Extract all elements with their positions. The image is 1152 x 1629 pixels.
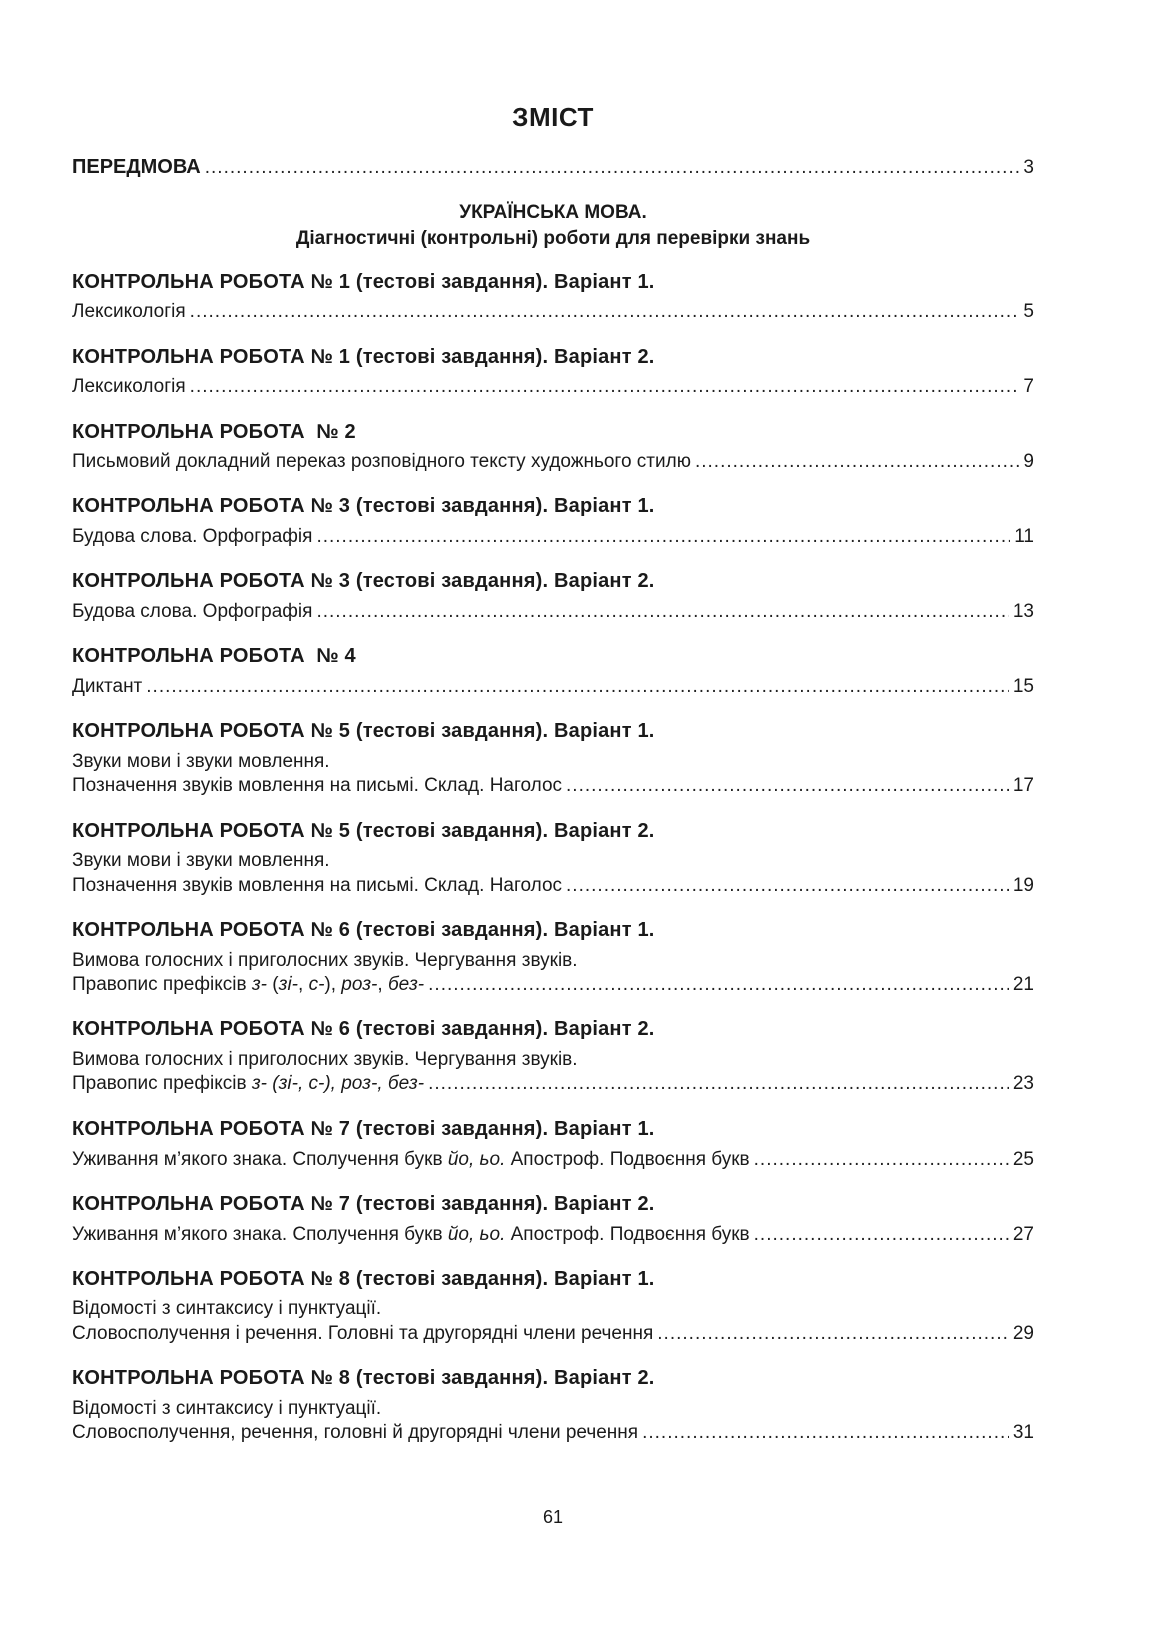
dot-leader	[566, 873, 1009, 899]
dot-leader	[146, 674, 1009, 700]
page-title: ЗМІСТ	[512, 102, 594, 132]
toc-page-number: 29	[1012, 1323, 1034, 1344]
toc-entry[interactable]	[72, 299, 1034, 325]
toc-entry-label	[72, 1071, 424, 1097]
label-text: Апостроф. Подвоєння букв	[505, 1224, 750, 1245]
toc-entry[interactable]	[72, 1420, 1034, 1446]
toc-heading: КОНТРОЛЬНА РОБОТА № 1 (тестові завдання). Варіант 2.	[72, 346, 655, 368]
toc-page-number: 9	[1023, 451, 1034, 472]
dot-leader	[657, 1321, 1009, 1347]
toc-entry-label: ПЕРЕДМОВА	[72, 156, 201, 178]
toc-entry[interactable]	[72, 449, 1034, 475]
toc-heading: КОНТРОЛЬНА РОБОТА № 3 (тестові завдання). Варіант 2.	[72, 570, 655, 592]
toc-heading: КОНТРОЛЬНА РОБОТА № 7 (тестові завдання). Варіант 1.	[72, 1118, 655, 1140]
label-italic: без-	[387, 974, 425, 995]
toc-page-number: 27	[1012, 1224, 1034, 1245]
label-text: Правопис префіксів	[72, 1073, 252, 1094]
toc-page-number: 3	[1023, 157, 1034, 178]
dot-leader	[316, 599, 1008, 625]
toc-entry-label	[72, 1147, 750, 1173]
toc-page-number: 23	[1012, 1073, 1034, 1094]
toc-entry-preline: Звуки мови і звуки мовлення.	[72, 850, 330, 871]
toc-heading: КОНТРОЛЬНА РОБОТА № 8 (тестові завдання). Варіант 2.	[72, 1367, 655, 1389]
toc-entry[interactable]	[72, 374, 1034, 400]
toc-heading: КОНТРОЛЬНА РОБОТА № 7 (тестові завдання). Варіант 2.	[72, 1193, 655, 1215]
toc-entry-label: Диктант	[72, 676, 143, 697]
toc-entry-preline: Відомості з синтаксису і пунктуації.	[72, 1298, 382, 1319]
toc-entry-label: Позначення звуків мовлення на письмі. Склад. Наголос	[72, 875, 563, 896]
toc-heading: КОНТРОЛЬНА РОБОТА № 3 (тестові завдання). Варіант 1.	[72, 495, 655, 517]
label-italic: з-	[251, 974, 267, 995]
toc-page-number: 13	[1012, 601, 1034, 622]
section-subtitle: Діагностичні (контрольні) роботи для перевірки знань	[295, 228, 811, 249]
dot-leader	[695, 449, 1019, 475]
label-italic: йо, ьо.	[447, 1149, 506, 1170]
toc-page-number: 11	[1014, 526, 1034, 547]
label-text: Правопис префіксів	[72, 974, 252, 995]
toc-entry-preface[interactable]	[72, 154, 1034, 180]
toc-entry-preline: Відомості з синтаксису і пунктуації.	[72, 1398, 382, 1419]
toc-heading: КОНТРОЛЬНА РОБОТА № 4	[72, 645, 356, 667]
toc-entry[interactable]	[72, 873, 1034, 899]
label-text: Уживання м’якого знака. Сполучення букв	[72, 1149, 448, 1170]
toc-heading: КОНТРОЛЬНА РОБОТА № 2	[72, 421, 356, 443]
toc-entry-label	[72, 972, 424, 998]
toc-entry-label: Словосполучення і речення. Головні та другорядні члени речення	[72, 1323, 654, 1344]
toc-entry[interactable]	[72, 1321, 1034, 1347]
label-italic: зі-	[278, 974, 298, 995]
dot-leader	[428, 1071, 1009, 1097]
label-text: ,	[377, 974, 388, 995]
toc-entry-preline: Вимова голосних і приголосних звуків. Чергування звуків.	[72, 1049, 578, 1070]
toc-entry-label: Словосполучення, речення, головні й другорядні члени речення	[72, 1422, 639, 1443]
toc-heading: КОНТРОЛЬНА РОБОТА № 5 (тестові завдання). Варіант 1.	[72, 720, 655, 742]
label-text: ,	[298, 974, 309, 995]
label-text: Уживання м’якого знака. Сполучення букв	[72, 1224, 448, 1245]
toc-entry-label: Письмовий докладний переказ розповідного тексту художнього стилю	[72, 451, 691, 472]
label-italic: йо, ьо.	[447, 1224, 506, 1245]
dot-leader	[754, 1222, 1009, 1248]
dot-leader	[190, 374, 1020, 400]
label-text: ),	[324, 974, 342, 995]
toc-entry-label: Позначення звуків мовлення на письмі. Склад. Наголос	[72, 775, 563, 796]
toc-entry-label: Будова слова. Орфографія	[72, 601, 313, 622]
toc-page-number: 5	[1023, 301, 1034, 322]
toc-page-number: 7	[1023, 376, 1034, 397]
toc-entry[interactable]	[72, 599, 1034, 625]
toc-entry[interactable]	[72, 1222, 1034, 1248]
toc-entry[interactable]	[72, 1071, 1034, 1097]
label-text: Апостроф. Подвоєння букв	[505, 1149, 750, 1170]
toc-entry[interactable]	[72, 1147, 1034, 1173]
toc-entry-preline: Вимова голосних і приголосних звуків. Чергування звуків.	[72, 950, 578, 971]
label-text: (	[267, 974, 279, 995]
toc-page-number: 15	[1012, 676, 1034, 697]
dot-leader	[190, 299, 1020, 325]
toc-entry[interactable]	[72, 524, 1034, 550]
dot-leader	[205, 155, 1020, 181]
toc-heading: КОНТРОЛЬНА РОБОТА № 1 (тестові завдання). Варіант 1.	[72, 271, 655, 293]
toc-entry[interactable]	[72, 674, 1034, 700]
toc-heading: КОНТРОЛЬНА РОБОТА № 5 (тестові завдання). Варіант 2.	[72, 820, 655, 842]
toc-heading: КОНТРОЛЬНА РОБОТА № 6 (тестові завдання). Варіант 2.	[72, 1018, 655, 1040]
label-italic: з- (зі-, с-), роз-, без-	[251, 1073, 425, 1094]
toc-page-number: 31	[1012, 1422, 1034, 1443]
toc-page-number: 21	[1012, 974, 1034, 995]
toc-entry-label: Лексикологія	[72, 301, 186, 322]
toc-entry-label: Будова слова. Орфографія	[72, 526, 313, 547]
section-title: УКРАЇНСЬКА МОВА.	[459, 202, 647, 223]
toc-entry[interactable]	[72, 773, 1034, 799]
dot-leader	[642, 1420, 1009, 1446]
dot-leader	[566, 773, 1009, 799]
dot-leader	[428, 972, 1009, 998]
toc-heading: КОНТРОЛЬНА РОБОТА № 8 (тестові завдання). Варіант 1.	[72, 1268, 655, 1290]
toc-entry-label: Лексикологія	[72, 376, 186, 397]
dot-leader	[316, 524, 1010, 550]
toc-entry[interactable]	[72, 972, 1034, 998]
label-italic: с-	[308, 974, 325, 995]
toc-entry-preline: Звуки мови і звуки мовлення.	[72, 751, 330, 772]
toc-page-number: 17	[1012, 775, 1034, 796]
toc-page-number: 19	[1012, 875, 1034, 896]
toc-heading: КОНТРОЛЬНА РОБОТА № 6 (тестові завдання). Варіант 1.	[72, 919, 655, 941]
toc-entry-label	[72, 1222, 750, 1248]
label-italic: роз-	[341, 974, 378, 995]
page-number: 61	[542, 1507, 564, 1527]
toc-page-number: 25	[1012, 1149, 1034, 1170]
dot-leader	[754, 1147, 1009, 1173]
